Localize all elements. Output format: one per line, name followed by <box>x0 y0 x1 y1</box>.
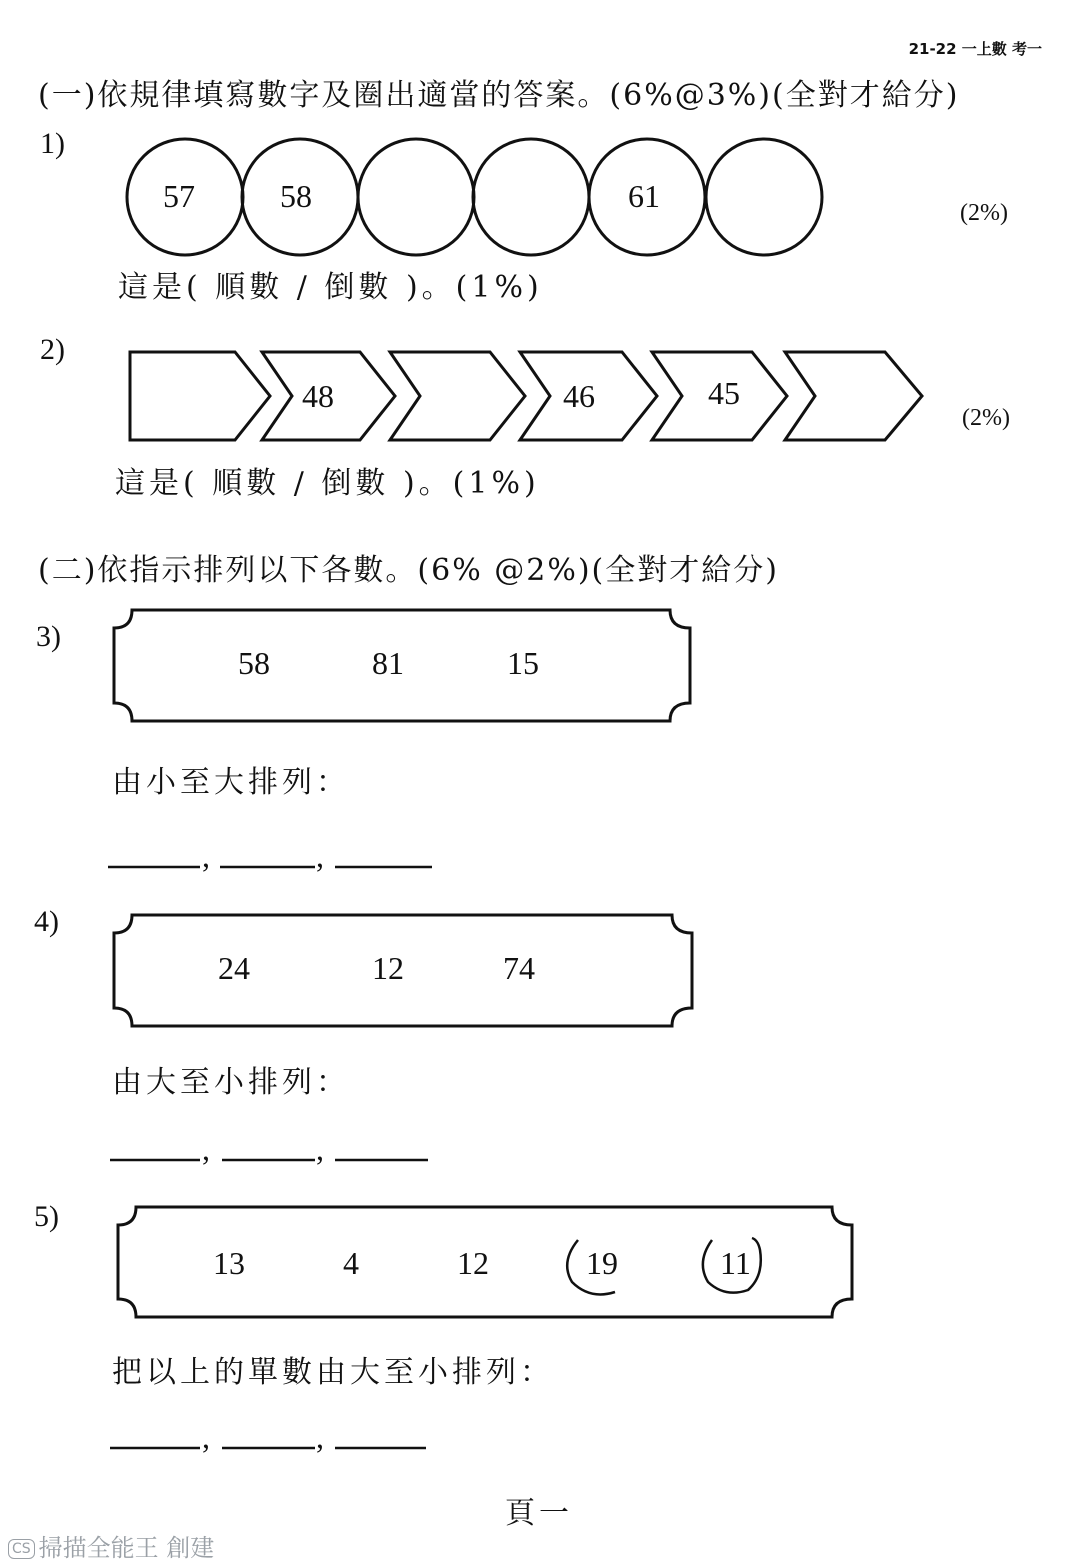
q1-circles <box>127 139 822 255</box>
q2-marks: (2%) <box>962 405 1010 431</box>
arrow-3 <box>390 352 525 440</box>
scanner-watermark <box>8 1528 214 1563</box>
q4-value-1: 24 <box>218 950 250 986</box>
exam-code: 21-22 一上數 考一 <box>908 40 1042 58</box>
q2-arrow-value-5: 45 <box>708 375 740 411</box>
q5-value-2: 4 <box>343 1245 359 1281</box>
q3-number: 3) <box>36 620 61 653</box>
q5-number: 5) <box>34 1200 59 1233</box>
q3-instruction: 由小至大排列： <box>112 765 350 800</box>
q2-arrows <box>130 352 922 440</box>
arrow-6 <box>785 352 922 440</box>
q2-arrow-value-2: 48 <box>302 378 334 414</box>
q1-statement[interactable]: 這是( 順數 / 倒數 )。(1%) <box>118 270 543 305</box>
q4-instruction: 由大至小排列： <box>112 1065 350 1100</box>
q4-value-3: 74 <box>503 950 535 986</box>
cs-logo-icon: CS <box>8 1539 35 1559</box>
q1-circle-value-1: 57 <box>163 178 195 214</box>
q1-circle-value-5: 61 <box>628 178 660 214</box>
q4-comma-1: , <box>202 1131 210 1167</box>
q1-circle-value-2: 58 <box>280 178 312 214</box>
q5-value-1: 13 <box>213 1245 245 1281</box>
q5-value-5-circled: 11 <box>720 1245 751 1281</box>
q5-comma-2: , <box>316 1419 324 1455</box>
page-number: 頁一 <box>505 1496 573 1531</box>
section2-title: (二)依指示排列以下各數。(6% @2%)(全對才給分) <box>38 553 779 588</box>
q1-number: 1) <box>40 127 65 160</box>
q2-statement[interactable]: 這是( 順數 / 倒數 )。(1%) <box>115 466 540 501</box>
circle-4 <box>473 139 589 255</box>
q3-value-1: 58 <box>238 645 270 681</box>
q5-instruction: 把以上的單數由大至小排列： <box>112 1355 554 1390</box>
q5-comma-1: , <box>202 1419 210 1455</box>
q3-comma-2: , <box>316 838 324 874</box>
q4-value-2: 12 <box>372 950 404 986</box>
q3-comma-1: , <box>202 838 210 874</box>
circle-3 <box>358 139 474 255</box>
q4-number: 4) <box>34 905 59 938</box>
q2-arrow-value-4: 46 <box>563 378 595 414</box>
q1-marks: (2%) <box>960 200 1008 226</box>
watermark-text: 掃描全能王 創建 <box>38 1534 215 1562</box>
arrow-1 <box>130 352 270 440</box>
section1-title: (一)依規律填寫數字及圈出適當的答案。(6%@3%)(全對才給分) <box>38 78 960 113</box>
q2-number-label: 2) <box>40 333 65 366</box>
q3-value-3: 15 <box>507 645 539 681</box>
q5-value-4-circled: 19 <box>586 1245 618 1281</box>
circle-6 <box>706 139 822 255</box>
q3-value-2: 81 <box>372 645 404 681</box>
q4-comma-2: , <box>316 1131 324 1167</box>
q5-value-3: 12 <box>457 1245 489 1281</box>
